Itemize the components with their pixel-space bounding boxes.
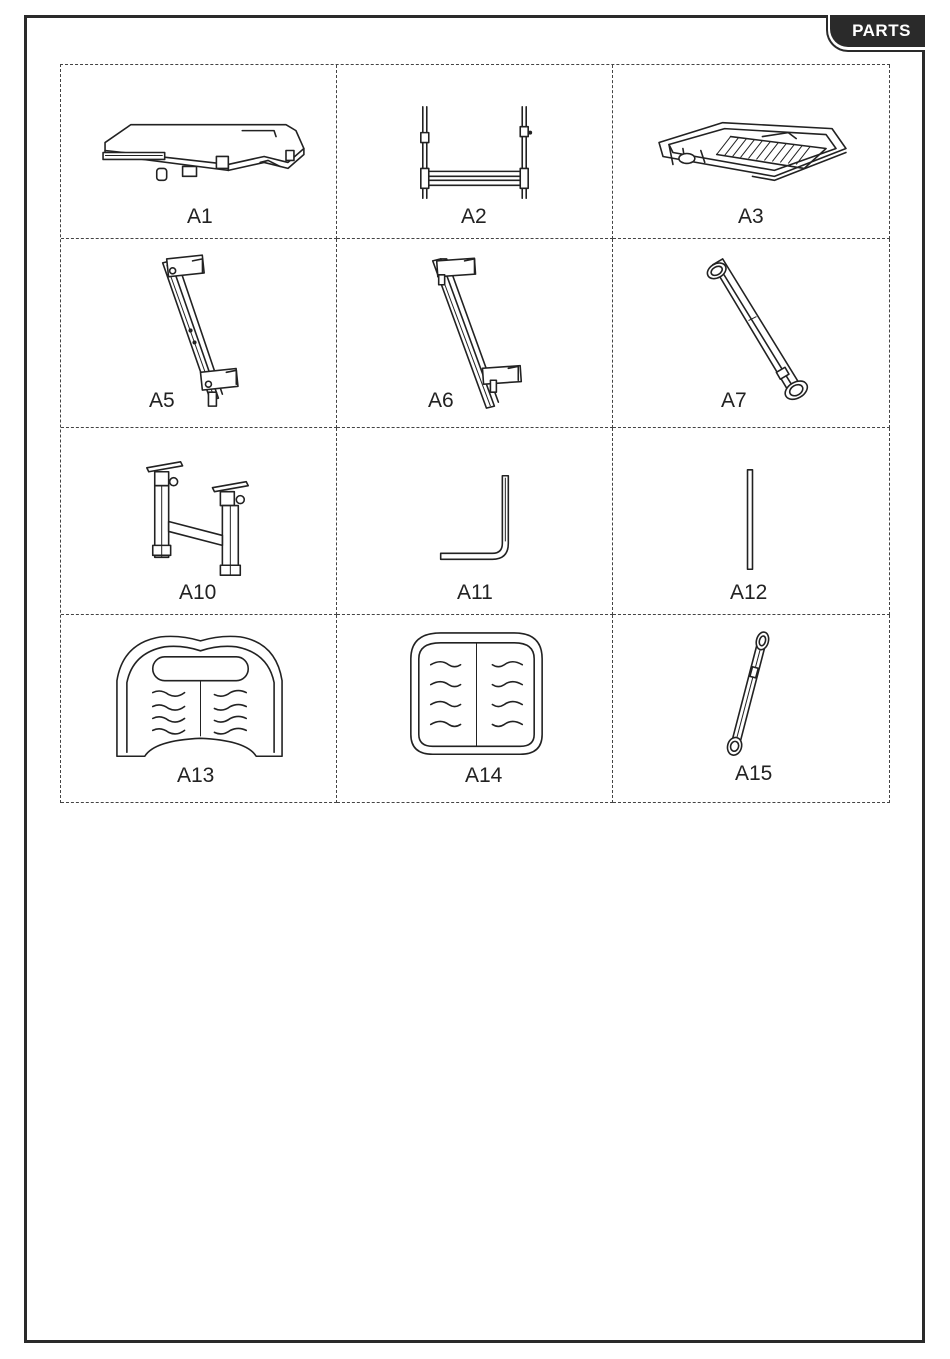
part-cell-a15 [613,615,890,803]
part-cell-a12 [613,428,890,615]
part-label: A10 [179,581,217,604]
section-tab: PARTS [830,15,925,47]
tilt-bracket-mirrored-icon [337,239,612,427]
part-cell-a10 [61,428,337,615]
part-label: A7 [721,389,747,412]
part-label: A3 [738,205,764,228]
part-cell-a14 [337,615,613,803]
part-label: A11 [457,581,493,604]
part-cell-a7 [613,239,890,428]
part-cell-a11 [337,428,613,615]
tilt-bracket-icon [61,239,336,427]
support-arm-icon [613,239,889,427]
part-cell-a5 [61,239,337,428]
part-cell-a3 [613,65,890,239]
part-label: A5 [149,389,175,412]
parts-grid [60,64,890,803]
part-label: A15 [735,762,773,785]
part-label: A2 [461,205,487,228]
part-cell-a2 [337,65,613,239]
part-label: A13 [177,764,215,787]
part-label: A12 [730,581,768,604]
part-label: A6 [428,389,454,412]
part-cell-a6 [337,239,613,428]
part-cell-a1 [61,65,337,239]
part-label: A14 [465,764,503,787]
part-label: A1 [187,205,213,228]
part-cell-a13 [61,615,337,803]
